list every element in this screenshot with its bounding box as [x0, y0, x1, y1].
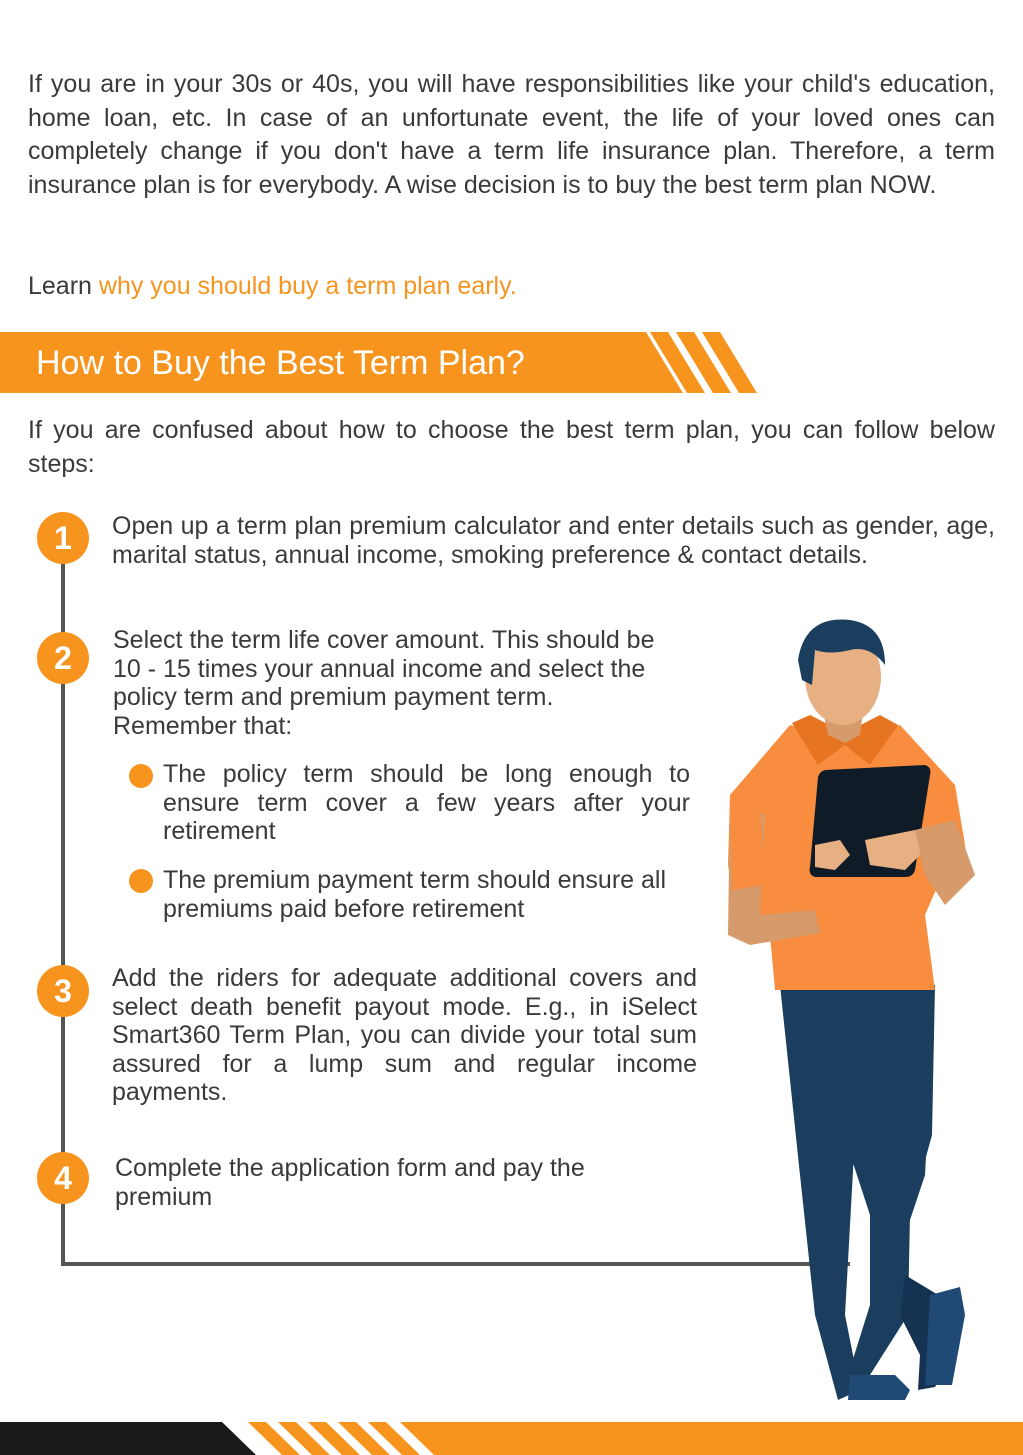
- step-1-number: 1: [37, 512, 89, 564]
- step-4-line: Complete the application form and pay the: [115, 1154, 585, 1182]
- step-3-number: 3: [37, 965, 89, 1017]
- step-3-text: Add the riders for adequate additional covers and select death benefit payout mode. E.g., in iSelect Smart360 Term Plan, you can divide your total sum assured for a lump sum and regular income payments.: [112, 964, 697, 1106]
- step-2-number: 2: [37, 632, 89, 684]
- step-4-line: premium: [115, 1182, 213, 1211]
- step-2-line: 10 - 15 times your annual income and select the: [113, 654, 646, 683]
- learn-line: [28, 270, 517, 303]
- footer-stripe: [0, 1422, 1023, 1455]
- section-lead: If you are confused about how to choose the best term plan, you can follow below steps:: [28, 416, 995, 478]
- man-with-tablet-illustration: [720, 615, 990, 1410]
- learn-prefix: Learn: [28, 272, 99, 300]
- step-2-bullet-2: The premium payment term should ensure all premiums paid before retirement: [163, 866, 667, 923]
- learn-link[interactable]: why you should buy a term plan early.: [98, 272, 517, 300]
- section-title: How to Buy the Best Term Plan?: [36, 344, 525, 382]
- step-4-text: [115, 1154, 675, 1211]
- bullet-dot-icon: [129, 764, 153, 788]
- intro-paragraph: If you are in your 30s or 40s, you will have responsibilities like your child's education, home loan, etc. In case of an unfortunate event, the life of your loved ones can completely change if you don't have a term life insurance plan. Therefore, a term insurance plan is for everybody. A wise decision is to buy the best term plan NOW.: [28, 70, 995, 199]
- step-2-text: [113, 626, 733, 740]
- step-2-bullet-1: The policy term should be long enough to ensure term cover a few years after your retirement: [163, 760, 690, 845]
- step-1-text: Open up a term plan premium calculator and enter details such as gender, age, marital status, annual income, smoking preference & contact details.: [112, 512, 995, 569]
- bullet-dot-icon: [129, 869, 153, 893]
- step-2-line: Remember that:: [113, 711, 293, 740]
- step-2-line: policy term and premium payment term.: [113, 683, 554, 711]
- step-4-number: 4: [37, 1152, 89, 1204]
- step-2-line: Select the term life cover amount. This should be: [113, 626, 655, 654]
